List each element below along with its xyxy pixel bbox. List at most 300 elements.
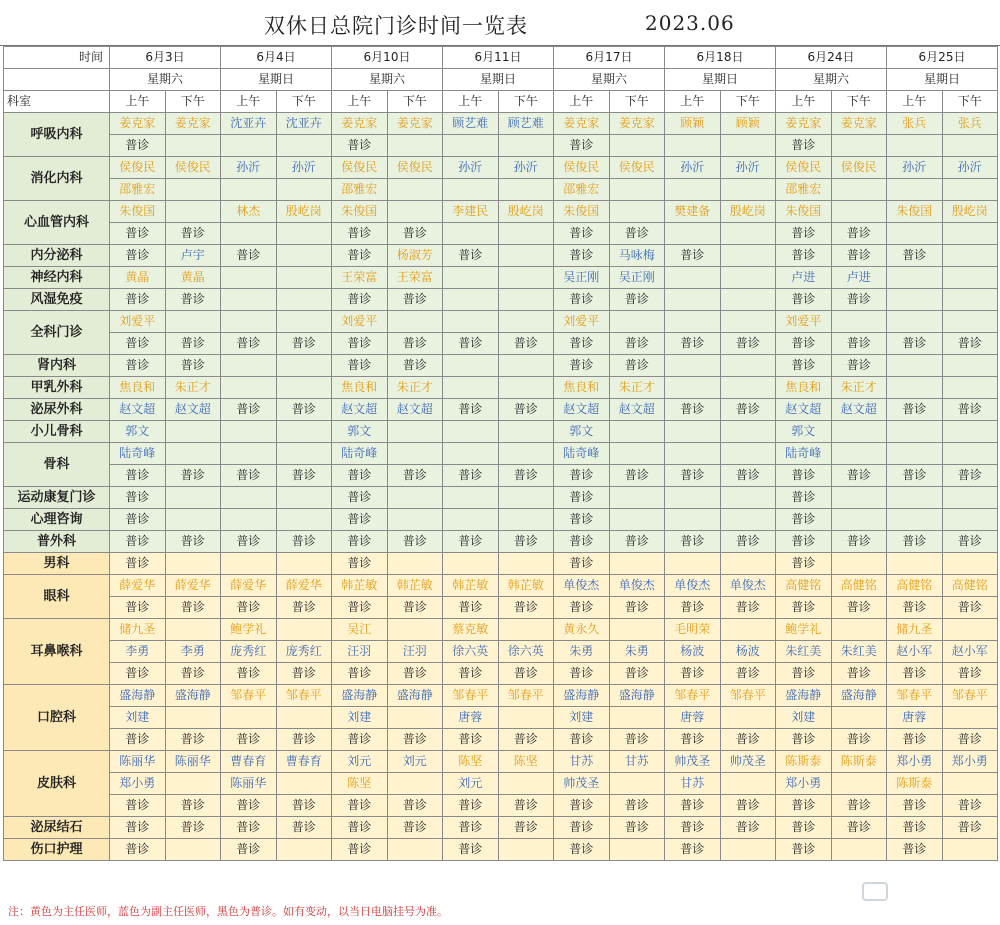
schedule-cell <box>387 311 443 333</box>
schedule-cell <box>387 839 443 861</box>
schedule-cell <box>387 179 443 201</box>
dept-name: 心血管内科 <box>4 201 110 245</box>
general-clinic-label: 普诊 <box>624 468 649 482</box>
schedule-cell <box>276 663 332 685</box>
doctor-name: 庞秀红 <box>230 644 267 658</box>
general-clinic-label: 普诊 <box>347 358 372 372</box>
dept-name: 口腔科 <box>4 685 110 751</box>
schedule-cell <box>720 773 776 795</box>
general-clinic-label: 普诊 <box>125 842 150 856</box>
general-clinic-label: 普诊 <box>569 798 594 812</box>
schedule-cell <box>887 663 943 685</box>
general-clinic-label: 普诊 <box>735 820 760 834</box>
general-clinic-label: 普诊 <box>791 534 816 548</box>
table-row <box>4 223 998 245</box>
schedule-cell <box>110 311 166 333</box>
schedule-cell <box>665 245 721 267</box>
schedule-cell <box>443 113 499 135</box>
schedule-cell <box>165 531 221 553</box>
schedule-cell <box>165 201 221 223</box>
general-clinic-label: 普诊 <box>458 402 483 416</box>
schedule-cell <box>498 619 554 641</box>
schedule-cell <box>665 355 721 377</box>
schedule-cell <box>554 201 610 223</box>
general-clinic-label: 普诊 <box>569 820 594 834</box>
general-clinic-label: 普诊 <box>236 248 261 262</box>
general-clinic-label: 普诊 <box>236 798 261 812</box>
schedule-cell <box>609 531 665 553</box>
general-clinic-label: 普诊 <box>846 358 871 372</box>
schedule-cell <box>720 355 776 377</box>
general-clinic-label: 普诊 <box>791 820 816 834</box>
doctor-name: 唐蓉 <box>680 710 705 724</box>
schedule-cell <box>110 773 166 795</box>
general-clinic-label: 普诊 <box>569 534 594 548</box>
doctor-name: 朱俊国 <box>563 204 600 218</box>
doctor-name: 赵文超 <box>396 402 433 416</box>
general-clinic-label: 普诊 <box>624 226 649 240</box>
schedule-cell <box>609 795 665 817</box>
schedule-cell <box>609 619 665 641</box>
schedule-cell <box>387 487 443 509</box>
general-clinic-label: 普诊 <box>624 732 649 746</box>
schedule-cell <box>332 553 388 575</box>
schedule-cell <box>165 267 221 289</box>
general-clinic-label: 普诊 <box>458 820 483 834</box>
schedule-cell <box>665 289 721 311</box>
general-clinic-label: 普诊 <box>680 402 705 416</box>
schedule-cell <box>554 135 610 157</box>
doctor-name: 盛海静 <box>563 688 600 702</box>
schedule-cell <box>887 311 943 333</box>
schedule-cell <box>443 157 499 179</box>
schedule-cell <box>776 487 832 509</box>
doctor-name: 侯俊民 <box>396 160 433 174</box>
schedule-cell <box>498 245 554 267</box>
doctor-name: 单俊杰 <box>563 578 600 592</box>
general-clinic-label: 普诊 <box>347 820 372 834</box>
schedule-cell <box>665 487 721 509</box>
general-clinic-label: 普诊 <box>569 512 594 526</box>
doctor-name: 甘苏 <box>624 754 649 768</box>
doctor-name: 陈坚 <box>347 776 372 790</box>
schedule-cell <box>942 135 998 157</box>
schedule-cell <box>887 421 943 443</box>
general-clinic-label: 普诊 <box>680 798 705 812</box>
doctor-name: 曹春育 <box>230 754 267 768</box>
doctor-name: 汪羽 <box>347 644 372 658</box>
schedule-cell <box>332 245 388 267</box>
general-clinic-label: 普诊 <box>735 402 760 416</box>
schedule-cell <box>776 223 832 245</box>
schedule-cell <box>665 421 721 443</box>
schedule-cell <box>443 267 499 289</box>
schedule-cell <box>221 509 277 531</box>
schedule-cell <box>720 597 776 619</box>
schedule-cell <box>387 201 443 223</box>
general-clinic-label: 普诊 <box>291 732 316 746</box>
schedule-cell <box>776 597 832 619</box>
schedule-cell <box>720 245 776 267</box>
general-clinic-label: 普诊 <box>236 732 261 746</box>
doctor-name: 陈斯泰 <box>785 754 822 768</box>
general-clinic-label: 普诊 <box>347 226 372 240</box>
general-clinic-label: 普诊 <box>347 600 372 614</box>
schedule-cell <box>942 245 998 267</box>
schedule-cell <box>165 157 221 179</box>
schedule-cell <box>498 641 554 663</box>
schedule-cell <box>720 289 776 311</box>
schedule-cell <box>831 377 887 399</box>
doctor-name: 盛海静 <box>396 688 433 702</box>
general-clinic-label: 普诊 <box>513 534 538 548</box>
general-clinic-label: 普诊 <box>402 226 427 240</box>
general-clinic-label: 普诊 <box>180 732 205 746</box>
general-clinic-label: 普诊 <box>125 358 150 372</box>
schedule-cell <box>720 751 776 773</box>
general-clinic-label: 普诊 <box>180 358 205 372</box>
schedule-cell <box>776 421 832 443</box>
schedule-cell <box>332 619 388 641</box>
schedule-cell <box>720 641 776 663</box>
general-clinic-label: 普诊 <box>458 336 483 350</box>
general-clinic-label: 普诊 <box>624 292 649 306</box>
doctor-name: 李勇 <box>125 644 150 658</box>
schedule-cell <box>720 487 776 509</box>
schedule-cell <box>165 245 221 267</box>
schedule-cell <box>554 531 610 553</box>
schedule-cell <box>942 487 998 509</box>
schedule-cell <box>165 179 221 201</box>
schedule-cell <box>609 509 665 531</box>
general-clinic-label: 普诊 <box>458 248 483 262</box>
schedule-cell <box>887 487 943 509</box>
schedule-cell <box>498 289 554 311</box>
table-row <box>4 597 998 619</box>
general-clinic-label: 普诊 <box>458 600 483 614</box>
doctor-name: 张兵 <box>957 116 982 130</box>
schedule-cell <box>221 795 277 817</box>
schedule-cell <box>276 267 332 289</box>
schedule-cell <box>554 707 610 729</box>
doctor-name: 盛海静 <box>785 688 822 702</box>
general-clinic-label: 普诊 <box>513 798 538 812</box>
doctor-name: 刘爱平 <box>563 314 600 328</box>
schedule-cell <box>776 135 832 157</box>
general-clinic-label: 普诊 <box>125 556 150 570</box>
schedule-cell <box>720 839 776 861</box>
schedule-cell <box>387 685 443 707</box>
general-clinic-label: 普诊 <box>402 600 427 614</box>
schedule-cell <box>942 179 998 201</box>
general-clinic-label: 普诊 <box>957 402 982 416</box>
dept-name: 风湿免疫 <box>4 289 110 311</box>
doctor-name: 邹春平 <box>230 688 267 702</box>
general-clinic-label: 普诊 <box>957 468 982 482</box>
schedule-cell <box>443 707 499 729</box>
doctor-name: 顾艺难 <box>507 116 544 130</box>
schedule-cell <box>942 773 998 795</box>
schedule-cell <box>498 113 554 135</box>
doctor-name: 邹春平 <box>951 688 988 702</box>
schedule-cell <box>887 355 943 377</box>
general-clinic-label: 普诊 <box>458 468 483 482</box>
schedule-cell <box>443 311 499 333</box>
schedule-cell <box>387 245 443 267</box>
schedule-cell <box>942 685 998 707</box>
schedule-cell <box>387 421 443 443</box>
table-row <box>4 267 998 289</box>
schedule-cell <box>609 179 665 201</box>
schedule-cell <box>221 817 277 839</box>
doctor-name: 侯俊民 <box>618 160 655 174</box>
general-clinic-label: 普诊 <box>347 534 372 548</box>
schedule-cell <box>887 685 943 707</box>
doctor-name: 顾颖 <box>680 116 705 130</box>
schedule-cell <box>554 487 610 509</box>
table-row <box>4 157 998 179</box>
schedule-cell <box>443 663 499 685</box>
dept-name: 心理咨询 <box>4 509 110 531</box>
table-row <box>4 289 998 311</box>
doctor-name: 单俊杰 <box>729 578 766 592</box>
schedule-cell <box>443 773 499 795</box>
schedule-cell <box>942 597 998 619</box>
schedule-cell <box>498 817 554 839</box>
general-clinic-label: 普诊 <box>180 292 205 306</box>
doctor-name: 马咏梅 <box>618 248 655 262</box>
schedule-cell <box>110 597 166 619</box>
schedule-cell <box>887 509 943 531</box>
schedule-cell <box>720 817 776 839</box>
general-clinic-label: 普诊 <box>791 798 816 812</box>
schedule-cell <box>887 113 943 135</box>
schedule-cell <box>665 465 721 487</box>
schedule-cell <box>221 707 277 729</box>
general-clinic-label: 普诊 <box>735 666 760 680</box>
schedule-cell <box>221 157 277 179</box>
schedule-cell <box>942 157 998 179</box>
schedule-cell <box>110 201 166 223</box>
general-clinic-label: 普诊 <box>291 798 316 812</box>
schedule-cell <box>887 641 943 663</box>
schedule-cell <box>221 289 277 311</box>
doctor-name: 郭文 <box>569 424 594 438</box>
schedule-cell <box>165 729 221 751</box>
schedule-cell <box>776 531 832 553</box>
schedule-cell <box>110 509 166 531</box>
schedule-cell <box>110 399 166 421</box>
dept-name: 消化内科 <box>4 157 110 201</box>
general-clinic-label: 普诊 <box>569 666 594 680</box>
schedule-cell <box>609 685 665 707</box>
general-clinic-label: 普诊 <box>957 600 982 614</box>
general-clinic-label: 普诊 <box>624 820 649 834</box>
doctor-name: 孙沂 <box>236 160 261 174</box>
general-clinic-label: 普诊 <box>791 468 816 482</box>
schedule-cell <box>776 839 832 861</box>
schedule-cell <box>609 641 665 663</box>
schedule-cell <box>498 179 554 201</box>
schedule-cell <box>831 201 887 223</box>
schedule-cell <box>498 355 554 377</box>
general-clinic-label: 普诊 <box>846 798 871 812</box>
general-clinic-label: 普诊 <box>236 600 261 614</box>
schedule-cell <box>776 399 832 421</box>
doctor-name: 顾颖 <box>735 116 760 130</box>
general-clinic-label: 普诊 <box>513 402 538 416</box>
schedule-cell <box>110 575 166 597</box>
schedule-cell <box>942 201 998 223</box>
general-clinic-label: 普诊 <box>569 842 594 856</box>
schedule-cell <box>776 355 832 377</box>
schedule-cell <box>276 201 332 223</box>
schedule-cell <box>831 223 887 245</box>
schedule-cell <box>387 267 443 289</box>
general-clinic-label: 普诊 <box>902 666 927 680</box>
schedule-cell <box>831 135 887 157</box>
doctor-name: 李勇 <box>180 644 205 658</box>
schedule-cell <box>554 245 610 267</box>
schedule-cell <box>665 817 721 839</box>
schedule-cell <box>776 377 832 399</box>
general-clinic-label: 普诊 <box>402 358 427 372</box>
schedule-cell <box>831 663 887 685</box>
schedule-cell <box>942 443 998 465</box>
schedule-cell <box>554 289 610 311</box>
schedule-cell <box>665 531 721 553</box>
table-row <box>4 751 998 773</box>
schedule-cell <box>165 773 221 795</box>
schedule-cell <box>443 399 499 421</box>
schedule-cell <box>387 509 443 531</box>
schedule-cell <box>443 553 499 575</box>
date-header: 6月4日 <box>221 47 332 69</box>
schedule-cell <box>332 729 388 751</box>
general-clinic-label: 普诊 <box>125 600 150 614</box>
schedule-cell <box>498 487 554 509</box>
schedule-cell <box>609 597 665 619</box>
schedule-cell <box>831 751 887 773</box>
schedule-cell <box>387 663 443 685</box>
general-clinic-label: 普诊 <box>402 666 427 680</box>
table-row <box>4 179 998 201</box>
schedule-cell <box>221 465 277 487</box>
schedule-cell <box>831 399 887 421</box>
schedule-cell <box>665 575 721 597</box>
schedule-cell <box>609 201 665 223</box>
schedule-cell <box>942 575 998 597</box>
doctor-name: 单俊杰 <box>674 578 711 592</box>
schedule-cell <box>942 377 998 399</box>
doctor-name: 吴江 <box>347 622 372 636</box>
general-clinic-label: 普诊 <box>569 226 594 240</box>
general-clinic-label: 普诊 <box>791 512 816 526</box>
doctor-name: 姜克家 <box>341 116 378 130</box>
general-clinic-label: 普诊 <box>569 336 594 350</box>
schedule-cell <box>609 421 665 443</box>
doctor-name: 薛爱华 <box>230 578 267 592</box>
schedule-cell <box>887 751 943 773</box>
schedule-cell <box>332 333 388 355</box>
table-row <box>4 817 998 839</box>
general-clinic-label: 普诊 <box>902 842 927 856</box>
schedule-cell <box>887 201 943 223</box>
table-row <box>4 619 998 641</box>
schedule-cell <box>110 113 166 135</box>
doctor-name: 刘建 <box>569 710 594 724</box>
general-clinic-label: 普诊 <box>291 820 316 834</box>
doctor-name: 盛海静 <box>618 688 655 702</box>
schedule-cell <box>942 289 998 311</box>
schedule-cell <box>887 465 943 487</box>
general-clinic-label: 普诊 <box>735 732 760 746</box>
schedule-cell <box>831 355 887 377</box>
table-row <box>4 707 998 729</box>
doctor-name: 邵雅宏 <box>119 182 156 196</box>
table-row <box>4 421 998 443</box>
doctor-name: 徐六英 <box>452 644 489 658</box>
schedule-cell <box>498 663 554 685</box>
general-clinic-label: 普诊 <box>236 336 261 350</box>
schedule-cell <box>332 465 388 487</box>
schedule-cell <box>276 795 332 817</box>
schedule-cell <box>110 531 166 553</box>
doctor-name: 殷屹岗 <box>951 204 988 218</box>
general-clinic-label: 普诊 <box>624 666 649 680</box>
am-header: 上午 <box>665 91 721 113</box>
schedule-cell <box>221 487 277 509</box>
general-clinic-label: 普诊 <box>180 600 205 614</box>
schedule-cell <box>387 531 443 553</box>
general-clinic-label: 普诊 <box>791 292 816 306</box>
schedule-cell <box>887 553 943 575</box>
doctor-name: 薛爱华 <box>285 578 322 592</box>
schedule-cell <box>276 707 332 729</box>
schedule-cell <box>831 421 887 443</box>
schedule-cell <box>165 663 221 685</box>
general-clinic-label: 普诊 <box>791 248 816 262</box>
general-clinic-label: 普诊 <box>680 600 705 614</box>
doctor-name: 郑小勇 <box>119 776 156 790</box>
table-row <box>4 729 998 751</box>
dept-name: 眼科 <box>4 575 110 619</box>
doctor-name: 孙沂 <box>513 160 538 174</box>
general-clinic-label: 普诊 <box>846 820 871 834</box>
schedule-cell <box>332 707 388 729</box>
doctor-name: 沈亚卉 <box>285 116 322 130</box>
schedule-cell <box>498 377 554 399</box>
doctor-name: 邵雅宏 <box>563 182 600 196</box>
schedule-cell <box>942 839 998 861</box>
schedule-cell <box>776 817 832 839</box>
schedule-cell <box>887 729 943 751</box>
schedule-cell <box>110 179 166 201</box>
general-clinic-label: 普诊 <box>902 798 927 812</box>
schedule-cell <box>498 421 554 443</box>
schedule-cell <box>165 399 221 421</box>
schedule-cell <box>942 553 998 575</box>
schedule-cell <box>498 157 554 179</box>
schedule-cell <box>665 267 721 289</box>
doctor-name: 沈亚卉 <box>230 116 267 130</box>
weekday-header: 星期六 <box>554 69 665 91</box>
doctor-name: 姜克家 <box>174 116 211 130</box>
schedule-cell <box>665 751 721 773</box>
doctor-name: 郭文 <box>791 424 816 438</box>
doctor-name: 卢进 <box>791 270 816 284</box>
general-clinic-label: 普诊 <box>735 534 760 548</box>
